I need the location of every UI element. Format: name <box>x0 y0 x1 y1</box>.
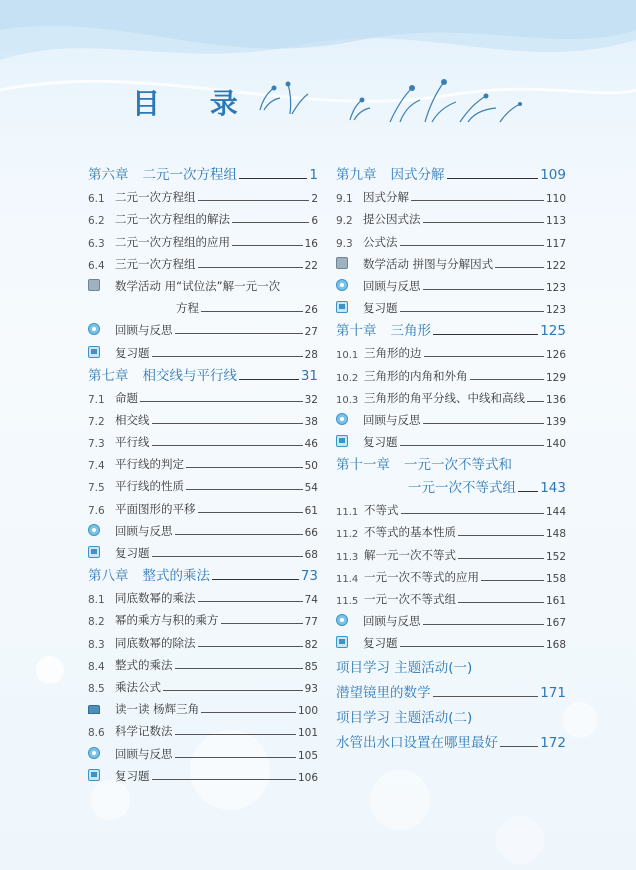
entry-title: 数学活动 用“试位法”解一元一次 <box>115 278 281 293</box>
page-number: 167 <box>545 617 566 630</box>
entry-title: 回顾与反思 <box>115 746 173 761</box>
toc-section-entry[interactable] <box>336 384 566 406</box>
review-icon <box>336 279 348 291</box>
page-number: 2 <box>311 193 318 206</box>
section-number: 6.2 <box>88 215 105 228</box>
project-title: 项目学习 主题活动(一) <box>336 660 473 677</box>
chapter-title: 因式分解 <box>390 167 445 183</box>
toc-section-entry[interactable] <box>88 183 318 205</box>
page-number: 161 <box>545 595 566 607</box>
toc-special-entry[interactable] <box>88 316 318 338</box>
section-title: 二元一次方程组的解法 <box>115 212 230 227</box>
leader-line <box>239 178 307 179</box>
toc-section-entry[interactable] <box>88 651 318 673</box>
leader-line <box>411 200 544 201</box>
leader-line <box>152 445 303 446</box>
section-title: 同底数幂的除法 <box>115 635 196 650</box>
chapter-number: 第九章 <box>336 167 377 183</box>
toc-special-entry[interactable] <box>336 294 566 316</box>
leader-line <box>518 491 538 492</box>
section-title: 三角形的边 <box>364 346 422 361</box>
grass-decoration-icon <box>250 70 530 124</box>
leader-line <box>198 267 303 268</box>
exercise-icon <box>88 346 100 358</box>
review-icon <box>88 524 100 536</box>
leader-line <box>458 535 544 536</box>
toc-section-entry[interactable] <box>88 250 318 272</box>
page-number: 125 <box>540 323 566 340</box>
entry-title: 复习题 <box>115 546 150 560</box>
page-number: 122 <box>545 259 566 272</box>
exercise-icon <box>336 636 348 648</box>
toc-section-entry[interactable] <box>88 494 318 516</box>
chapter-title: 三角形 <box>390 323 431 340</box>
section-number: 11.1 <box>336 507 359 519</box>
chapter-number: 第七章 <box>88 367 129 384</box>
leader-line <box>152 779 296 780</box>
leader-line <box>400 445 544 446</box>
toc-section-entry[interactable] <box>88 227 318 249</box>
leader-line <box>198 601 303 602</box>
leader-line <box>152 356 303 357</box>
section-title: 一元一次不等式组 <box>364 592 456 606</box>
section-title: 二元一次方程组的应用 <box>115 234 230 249</box>
page-number: 148 <box>545 528 566 541</box>
section-number: 7.2 <box>88 415 105 428</box>
section-number: 7.6 <box>88 504 105 517</box>
section-title: 平行线 <box>115 435 150 450</box>
toc-special-entry[interactable] <box>88 739 318 761</box>
reading-icon <box>88 705 100 714</box>
entry-title: 复习题 <box>363 435 398 450</box>
toc-project-entry[interactable] <box>336 651 566 676</box>
page-number: 31 <box>300 367 318 384</box>
entry-title: 复习题 <box>363 301 398 316</box>
chapter-number: 第六章 <box>88 167 129 183</box>
section-number: 11.2 <box>336 529 359 541</box>
section-number: 10.2 <box>336 372 359 384</box>
entry-title: 回顾与反思 <box>115 323 173 338</box>
entry-title: 读一读 杨辉三角 <box>115 702 200 717</box>
leader-line <box>201 311 303 312</box>
entry-title: 复习题 <box>115 768 150 783</box>
entry-title: 复习题 <box>363 636 398 651</box>
page-number: 16 <box>304 237 318 250</box>
section-number: 10.3 <box>336 394 359 406</box>
leader-line <box>175 734 296 735</box>
toc-chapter-entry[interactable] <box>336 316 566 339</box>
section-title: 同底数幂的乘法 <box>115 591 196 606</box>
toc-section-entry[interactable] <box>88 673 318 695</box>
project-title: 项目学习 主题活动(二) <box>336 710 473 727</box>
leader-line <box>423 289 544 290</box>
chapter-title: 相交线与平行线 <box>142 367 237 384</box>
page-number: 73 <box>300 568 318 584</box>
entry-title: 方程 <box>176 301 199 316</box>
page-number: 26 <box>304 304 318 317</box>
page-number: 158 <box>545 572 566 585</box>
toc-section-entry[interactable] <box>88 205 318 227</box>
chapter-title: 一元一次不等式组 <box>408 480 516 497</box>
leader-line <box>423 222 544 223</box>
entry-title: 回顾与反思 <box>363 278 421 293</box>
section-number: 7.4 <box>88 460 105 473</box>
math-activity-icon <box>336 257 348 269</box>
toc-special-entry[interactable] <box>88 338 318 360</box>
leader-line <box>424 356 544 357</box>
toc-left-column <box>88 160 318 784</box>
project-title: 水管出水口设置在哪里最好 <box>336 735 498 752</box>
page-number: 22 <box>304 259 318 272</box>
toc-section-entry[interactable] <box>336 540 566 562</box>
section-title: 幂的乘方与积的乘方 <box>115 613 219 628</box>
section-number: 9.2 <box>336 215 353 228</box>
leader-line <box>232 222 309 223</box>
section-number: 8.1 <box>88 594 105 607</box>
toc-section-entry[interactable] <box>336 496 566 518</box>
page-number: 82 <box>304 638 318 651</box>
leader-line <box>186 467 303 468</box>
section-number: 6.4 <box>88 259 105 272</box>
page-number: 117 <box>545 237 566 250</box>
toc-special-entry[interactable] <box>88 272 318 294</box>
leader-line <box>239 379 299 380</box>
page-number: 136 <box>545 393 566 406</box>
leader-line <box>175 534 303 535</box>
page-number: 106 <box>297 771 318 784</box>
leader-line <box>163 690 303 691</box>
section-title: 平行线的性质 <box>115 479 184 494</box>
leader-line <box>495 267 544 268</box>
toc-special-entry[interactable] <box>336 250 566 272</box>
toc-special-entry[interactable] <box>88 695 318 717</box>
section-title: 平面图形的平移 <box>115 501 196 516</box>
page-number: 105 <box>297 749 318 762</box>
page-number: 126 <box>545 349 566 362</box>
leader-line <box>470 379 544 380</box>
section-title: 不等式的基本性质 <box>364 525 456 540</box>
exercise-icon <box>88 546 100 558</box>
chapter-title: 二元一次方程组 <box>142 167 237 183</box>
entry-title: 回顾与反思 <box>363 412 421 427</box>
leader-line <box>232 245 303 246</box>
page-number: 6 <box>311 215 318 228</box>
toc-section-entry[interactable] <box>88 606 318 628</box>
section-number: 9.3 <box>336 237 353 250</box>
page-number: 168 <box>545 639 566 652</box>
page-number: 123 <box>545 304 566 317</box>
review-icon <box>88 323 100 335</box>
chapter-number: 第八章 <box>88 568 129 584</box>
page-number: 109 <box>540 167 566 183</box>
leader-line <box>400 311 544 312</box>
page-number: 152 <box>545 550 566 563</box>
toc-section-entry[interactable] <box>336 563 566 585</box>
page-number: 172 <box>540 735 566 752</box>
section-number: 11.3 <box>336 551 359 563</box>
leader-line <box>175 668 303 669</box>
toc-section-entry[interactable] <box>88 450 318 472</box>
page-number: 74 <box>304 594 318 607</box>
section-title: 一元一次不等式的应用 <box>364 569 479 584</box>
page-number: 113 <box>545 215 566 228</box>
page-number: 32 <box>304 393 318 406</box>
page-number: 68 <box>304 549 318 561</box>
leader-line <box>447 178 539 179</box>
section-number: 6.3 <box>88 237 105 250</box>
toc-right-column <box>336 160 566 751</box>
section-number: 11.5 <box>336 596 359 607</box>
exercise-icon <box>336 435 348 447</box>
section-title: 命题 <box>115 390 138 405</box>
toc-section-entry[interactable] <box>336 205 566 227</box>
toc-chapter-entry[interactable] <box>336 450 566 473</box>
toc-special-entry[interactable] <box>336 406 566 428</box>
exercise-icon <box>88 769 100 781</box>
leader-line <box>221 623 303 624</box>
page-number: 140 <box>545 438 566 451</box>
toc-special-entry[interactable] <box>336 629 566 651</box>
review-icon <box>336 614 348 626</box>
leader-line <box>152 423 303 424</box>
page-number: 139 <box>545 415 566 428</box>
section-title: 三角形的角平分线、中线和高线 <box>364 390 525 405</box>
page-number: 54 <box>304 482 318 495</box>
page-number: 38 <box>304 415 318 428</box>
toc-entry-continued[interactable] <box>88 294 318 316</box>
section-title: 解一元一次不等式 <box>364 547 456 562</box>
leader-line <box>401 513 544 514</box>
entry-title: 复习题 <box>115 345 150 360</box>
toc-section-entry[interactable] <box>88 628 318 650</box>
page-number: 28 <box>304 348 318 361</box>
page-number: 123 <box>545 281 566 294</box>
leader-line <box>198 512 303 513</box>
toc-chapter-entry[interactable] <box>88 561 318 584</box>
chapter-number: 第十一章 <box>336 457 390 474</box>
page-number: 27 <box>304 326 318 339</box>
leader-line <box>458 558 544 559</box>
entry-title: 数学活动 拼图与分解因式 <box>363 256 494 271</box>
page-number: 93 <box>304 682 318 695</box>
review-icon <box>88 747 100 759</box>
toc-project-entry[interactable] <box>336 701 566 726</box>
section-number: 10.1 <box>336 350 359 362</box>
leader-line <box>201 712 296 713</box>
page-number: 101 <box>297 727 318 740</box>
toc-section-entry[interactable] <box>336 183 566 205</box>
toc-chapter-entry-continued[interactable] <box>336 473 566 496</box>
toc-special-entry[interactable] <box>88 539 318 561</box>
toc-special-entry[interactable] <box>336 272 566 294</box>
section-title: 三元一次方程组 <box>115 256 196 271</box>
leader-line <box>400 245 544 246</box>
toc-special-entry[interactable] <box>336 428 566 450</box>
leader-line <box>481 580 544 581</box>
toc-section-entry[interactable] <box>88 384 318 406</box>
project-title: 潜望镜里的数学 <box>336 685 431 702</box>
entry-title: 回顾与反思 <box>115 523 173 538</box>
toc-project-entry[interactable] <box>336 726 566 751</box>
math-activity-icon <box>88 279 100 291</box>
page-number: 50 <box>304 460 318 473</box>
leader-line <box>400 646 544 647</box>
leader-line <box>175 757 296 758</box>
section-number: 8.3 <box>88 638 105 651</box>
section-title: 提公因式法 <box>363 212 421 227</box>
toc-chapter-entry[interactable] <box>336 160 566 183</box>
section-title: 整式的乘法 <box>115 657 173 672</box>
entry-title: 回顾与反思 <box>363 614 421 629</box>
toc-section-entry[interactable] <box>88 472 318 494</box>
page-number: 46 <box>304 438 318 451</box>
page-number: 129 <box>545 371 566 384</box>
toc-section-entry[interactable] <box>88 428 318 450</box>
section-title: 不等式 <box>364 503 399 518</box>
section-number: 7.5 <box>88 482 105 495</box>
leader-line <box>433 334 538 335</box>
section-title: 平行线的判定 <box>115 457 184 472</box>
toc-section-entry[interactable] <box>88 406 318 428</box>
toc-section-entry[interactable] <box>88 717 318 739</box>
section-title: 二元一次方程组 <box>115 190 196 205</box>
page-number: 77 <box>304 616 318 629</box>
leader-line <box>198 646 303 647</box>
toc-section-entry[interactable] <box>336 361 566 383</box>
section-title: 三角形的内角和外角 <box>364 368 468 383</box>
section-number: 7.1 <box>88 393 105 406</box>
page-number: 100 <box>297 705 318 718</box>
page-number: 144 <box>545 506 566 519</box>
page-title: 目 录 <box>132 87 258 120</box>
section-title: 相交线 <box>115 412 150 427</box>
toc-section-entry[interactable] <box>336 518 566 540</box>
section-title: 公式法 <box>363 234 398 249</box>
toc-special-entry[interactable] <box>336 607 566 629</box>
page-number: 66 <box>304 526 318 539</box>
leader-line <box>212 579 299 580</box>
leader-line <box>458 602 544 603</box>
section-number: 7.3 <box>88 438 105 451</box>
toc-special-entry[interactable] <box>88 517 318 539</box>
leader-line <box>152 556 303 557</box>
leader-line <box>500 746 538 747</box>
toc-section-entry[interactable] <box>88 584 318 606</box>
section-number: 9.1 <box>336 193 353 206</box>
exercise-icon <box>336 301 348 313</box>
chapter-title: 整式的乘法 <box>142 568 210 584</box>
section-number: 8.2 <box>88 616 105 629</box>
section-number: 8.4 <box>88 660 105 673</box>
leader-line <box>527 401 544 402</box>
leader-line <box>186 489 303 490</box>
toc-section-entry[interactable] <box>336 227 566 249</box>
toc-section-entry[interactable] <box>336 339 566 361</box>
leader-line <box>433 696 539 697</box>
leader-line <box>423 423 544 424</box>
page-number: 171 <box>540 685 566 702</box>
section-number: 8.6 <box>88 727 105 740</box>
toc-chapter-entry[interactable] <box>88 361 318 384</box>
section-number: 6.1 <box>88 193 105 206</box>
toc-project-entry[interactable] <box>336 676 566 701</box>
leader-line <box>423 624 544 625</box>
section-number: 11.4 <box>336 573 359 585</box>
section-title: 科学记数法 <box>115 724 173 739</box>
page-number: 85 <box>304 660 318 673</box>
page-number: 110 <box>545 193 566 206</box>
section-title: 因式分解 <box>363 190 409 205</box>
chapter-title: 一元一次不等式和 <box>404 457 512 474</box>
toc-section-entry[interactable] <box>336 585 566 607</box>
toc-chapter-entry[interactable] <box>88 160 318 183</box>
toc-special-entry[interactable] <box>88 762 318 784</box>
leader-line <box>175 333 303 334</box>
section-title: 乘法公式 <box>115 679 161 694</box>
page-number: 61 <box>304 504 318 517</box>
page-number: 143 <box>540 480 566 497</box>
leader-line <box>140 401 303 402</box>
chapter-number: 第十章 <box>336 323 377 340</box>
leader-line <box>198 200 310 201</box>
page-number: 1 <box>309 167 318 183</box>
section-number: 8.5 <box>88 682 105 695</box>
review-icon <box>336 413 348 425</box>
